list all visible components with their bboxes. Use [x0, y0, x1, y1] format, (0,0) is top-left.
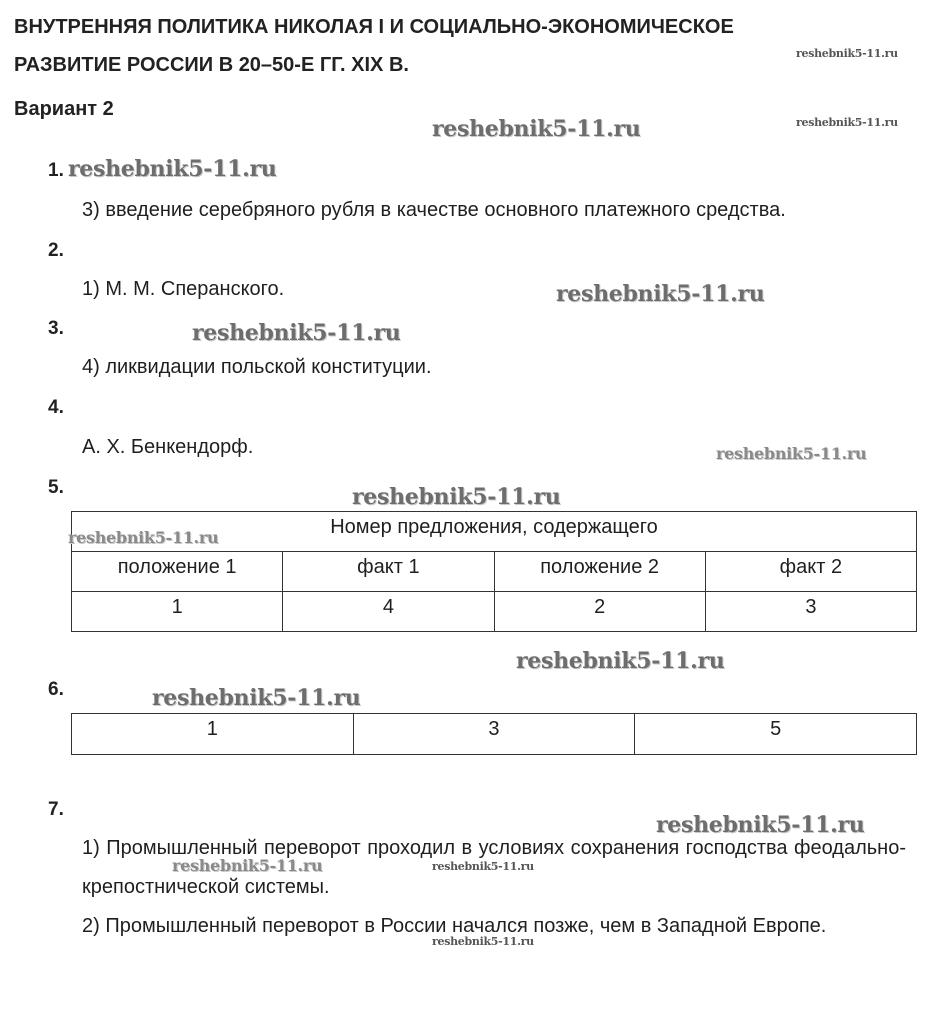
answer-7	[82, 829, 906, 946]
watermark: reshebnik5-11.ru	[68, 528, 219, 547]
question-number-7: 7.	[48, 799, 64, 820]
watermark: reshebnik5-11.ru	[432, 935, 534, 948]
question-number-6: 6.	[48, 679, 64, 700]
watermark: reshebnik5-11.ru	[796, 116, 898, 129]
page-title	[14, 8, 734, 84]
watermark: reshebnik5-11.ru	[656, 812, 865, 838]
table-cell: 1	[72, 592, 283, 632]
question-number-4: 4.	[48, 397, 64, 418]
answer-3: 4) ликвидации польской конституции.	[82, 356, 432, 378]
title-line-1: ВНУТРЕННЯЯ ПОЛИТИКА НИКОЛАЯ I И СОЦИАЛЬНО-ЭКОНОМИЧЕСКОЕ	[14, 16, 734, 38]
watermark: reshebnik5-11.ru	[796, 47, 898, 60]
watermark: reshebnik5-11.ru	[432, 116, 641, 142]
column-header: положение 1	[72, 552, 283, 592]
watermark: reshebnik5-11.ru	[556, 281, 765, 307]
watermark: reshebnik5-11.ru	[516, 648, 725, 674]
table-cell: 1	[72, 714, 354, 755]
table-cell: 3	[705, 592, 916, 632]
variant-heading: Вариант 2	[14, 98, 114, 120]
answer-7-paragraph-2: 2) Промышленный переворот в России начался позже, чем в Западной Европе.	[82, 915, 827, 937]
watermark: reshebnik5-11.ru	[716, 444, 867, 463]
watermark: reshebnik5-11.ru	[68, 156, 277, 182]
answer-2: 1) М. М. Сперанского.	[82, 278, 285, 300]
answer-1: 3) введение серебряного рубля в качестве основного платежного средства.	[82, 199, 786, 221]
table-values-row	[72, 714, 917, 755]
question-number-1: 1.	[48, 160, 64, 181]
column-header: положение 2	[494, 552, 705, 592]
table-cell: 3	[353, 714, 635, 755]
watermark: reshebnik5-11.ru	[432, 860, 534, 873]
table-columns-row	[72, 552, 917, 592]
table-cell: 4	[283, 592, 494, 632]
watermark: reshebnik5-11.ru	[172, 856, 323, 875]
question-number-5: 5.	[48, 477, 64, 498]
question-number-3: 3.	[48, 318, 64, 339]
column-header: факт 2	[705, 552, 916, 592]
table-cell: 5	[635, 714, 917, 755]
answer-table-6	[71, 713, 917, 755]
answer-7-paragraph-1: 1) Промышленный переворот проходил в условиях сохранения господства феодально-крепостнической системы.	[82, 837, 906, 898]
column-header: факт 1	[283, 552, 494, 592]
table-header-cell: Номер предложения, содержащего	[72, 512, 917, 552]
title-line-2: РАЗВИТИЕ РОССИИ В 20–50-Е ГГ. XIX В.	[14, 54, 409, 76]
table-cell: 2	[494, 592, 705, 632]
answer-4: А. Х. Бенкендорф.	[82, 436, 254, 458]
question-number-2: 2.	[48, 240, 64, 261]
watermark: reshebnik5-11.ru	[192, 320, 401, 346]
watermark: reshebnik5-11.ru	[152, 685, 361, 711]
table-values-row	[72, 592, 917, 632]
watermark: reshebnik5-11.ru	[352, 484, 561, 510]
